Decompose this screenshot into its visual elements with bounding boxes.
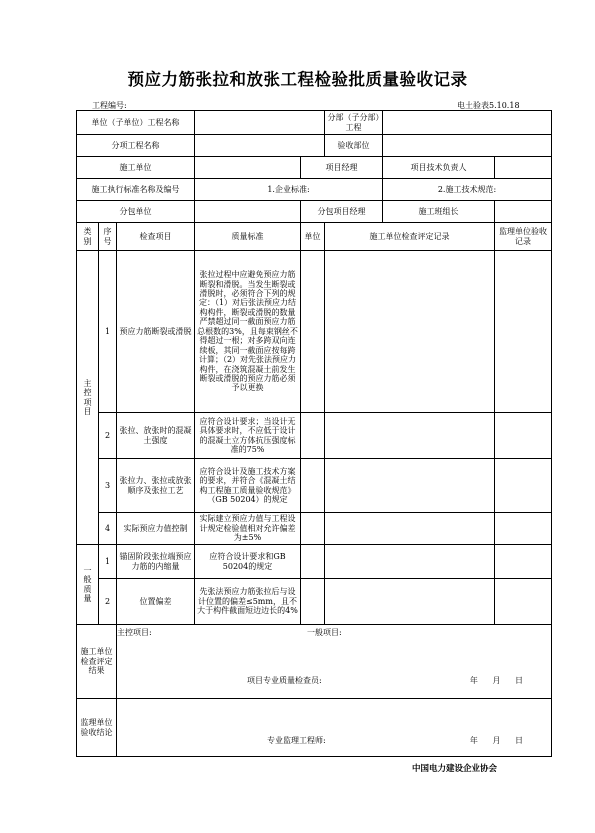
contractor-value[interactable] (195, 157, 301, 179)
row-standard: 应符合设计及施工技术方案的要求，并符合《混凝土结构工程施工质量验收规范》（GB 50204）的规定 (195, 459, 301, 513)
general-category-label: 一般质量 (77, 545, 99, 625)
main-category-label: 主控项目 (77, 251, 99, 545)
row-unit[interactable] (301, 545, 325, 579)
row-record[interactable] (325, 251, 495, 413)
enterprise-standard[interactable]: 1.企业标准: (195, 179, 383, 201)
row-unit[interactable] (301, 413, 325, 459)
form-title: 预应力筋张拉和放张工程检验批质量验收记录 (127, 70, 468, 89)
inspect-part-label: 验收部位 (325, 135, 383, 157)
supervision-date: 年 月 日 (469, 736, 523, 746)
tech-lead-value[interactable] (495, 157, 552, 179)
row-supervision[interactable] (495, 545, 552, 579)
subcontractor-label: 分包单位 (77, 201, 195, 223)
general-items-conclusion: 一般项目: (307, 627, 342, 637)
row-record[interactable] (325, 459, 495, 513)
row-no: 1 (99, 251, 117, 413)
contractor-label: 施工单位 (77, 157, 195, 179)
inspection-form-table (76, 110, 552, 757)
table-row (77, 413, 552, 459)
project-no-label: 工程编号: (92, 101, 127, 110)
row-record[interactable] (325, 413, 495, 459)
row-supervision[interactable] (495, 459, 552, 513)
row-supervision[interactable] (495, 251, 552, 413)
main-items-conclusion: 主控项目: (117, 627, 152, 637)
row-standard: 应符合设计要求和GB 50204的规定 (195, 545, 301, 579)
issuer-footer: 中国电力建设企业协会 (412, 764, 498, 774)
row-item: 位置偏差 (117, 579, 195, 625)
row-unit[interactable] (301, 513, 325, 545)
row-no: 2 (99, 579, 117, 625)
pm-label: 项目经理 (301, 157, 383, 179)
division-label: 分部（子分部）工程 (325, 111, 383, 135)
sub-pm-label: 分包项目经理 (301, 201, 383, 223)
subcontractor-value[interactable] (195, 201, 301, 223)
col-item: 检查项目 (117, 223, 195, 251)
row-item: 实际预应力值控制 (117, 513, 195, 545)
table-row (77, 251, 552, 413)
row-unit[interactable] (301, 579, 325, 625)
table-row (77, 545, 552, 579)
row-unit[interactable] (301, 251, 325, 413)
col-seq: 序号 (99, 223, 117, 251)
standard-label: 施工执行标准名称及编号 (77, 179, 195, 201)
row-no: 3 (99, 459, 117, 513)
table-row (77, 513, 552, 545)
table-row (77, 579, 552, 625)
row-no: 4 (99, 513, 117, 545)
team-leader-value[interactable] (495, 201, 552, 223)
row-item: 张拉、放张时的混凝土强度 (117, 413, 195, 459)
row-record[interactable] (325, 545, 495, 579)
team-leader-label: 施工班组长 (383, 201, 495, 223)
contractor-conclusion-area[interactable] (117, 625, 552, 699)
row-standard: 应符合设计要求；当设计无具体要求时，不应低于设计的混凝土立方体抗压强度标准的75% (195, 413, 301, 459)
unit-project-label: 单位（子单位）工程名称 (77, 111, 195, 135)
conclusion-date: 年 月 日 (469, 676, 523, 686)
subitem-label: 分项工程名称 (77, 135, 195, 157)
col-standard: 质量标准 (195, 223, 301, 251)
col-record: 施工单位检查评定记录 (325, 223, 495, 251)
division-value[interactable] (383, 111, 552, 135)
row-item: 锚固阶段张拉端预应力筋的内缩量 (117, 545, 195, 579)
quality-inspector-signature: 项目专业质量检查员: (247, 676, 322, 686)
row-record[interactable] (325, 513, 495, 545)
row-standard: 张拉过程中应避免预应力筋断裂和滑脱。当发生断裂或滑脱时，必须符合下列的规定：（1）对后张法预应力结构构件，断裂或滑脱的数量严禁超过同一截面预应力筋总根数的3%，且每束钢丝不得超过一根；对多跨双向连续板，其同一截面应按每跨计算；（2）对先张法预应力构件，在浇筑混凝土前发生断裂或滑脱的预应力筋必须予以更换 (195, 251, 301, 413)
row-supervision[interactable] (495, 413, 552, 459)
contractor-conclusion-label: 施工单位检查评定结果 (77, 625, 117, 699)
supervisor-signature: 专业监理工程师: (267, 736, 326, 746)
row-item: 预应力筋断裂或滑脱 (117, 251, 195, 413)
row-record[interactable] (325, 579, 495, 625)
col-unit: 单位 (301, 223, 325, 251)
row-unit[interactable] (301, 459, 325, 513)
row-no: 2 (99, 413, 117, 459)
row-supervision[interactable] (495, 579, 552, 625)
row-standard: 先张法预应力筋张拉后与设计位置的偏差≤5mm，且不大于构件截面短边边长的4% (195, 579, 301, 625)
table-row (77, 459, 552, 513)
unit-project-value[interactable] (195, 111, 325, 135)
row-supervision[interactable] (495, 513, 552, 545)
col-category: 类别 (77, 223, 99, 251)
row-no: 1 (99, 545, 117, 579)
tech-lead-label: 项目技术负责人 (383, 157, 495, 179)
row-item: 张拉力、张拉或放张顺序及张拉工艺 (117, 459, 195, 513)
inspect-part-value[interactable] (383, 135, 552, 157)
subitem-value[interactable] (195, 135, 325, 157)
supervision-conclusion-label: 监理单位验收结论 (77, 699, 117, 757)
col-supervision: 监理单位验收记录 (495, 223, 552, 251)
row-standard: 实际建立预应力值与工程设计规定检验值相对允许偏差为±5% (195, 513, 301, 545)
supervision-conclusion-area[interactable] (117, 699, 552, 757)
form-code: 电土验表5.10.18 (457, 101, 520, 110)
technical-spec[interactable]: 2.施工技术规范: (383, 179, 552, 201)
